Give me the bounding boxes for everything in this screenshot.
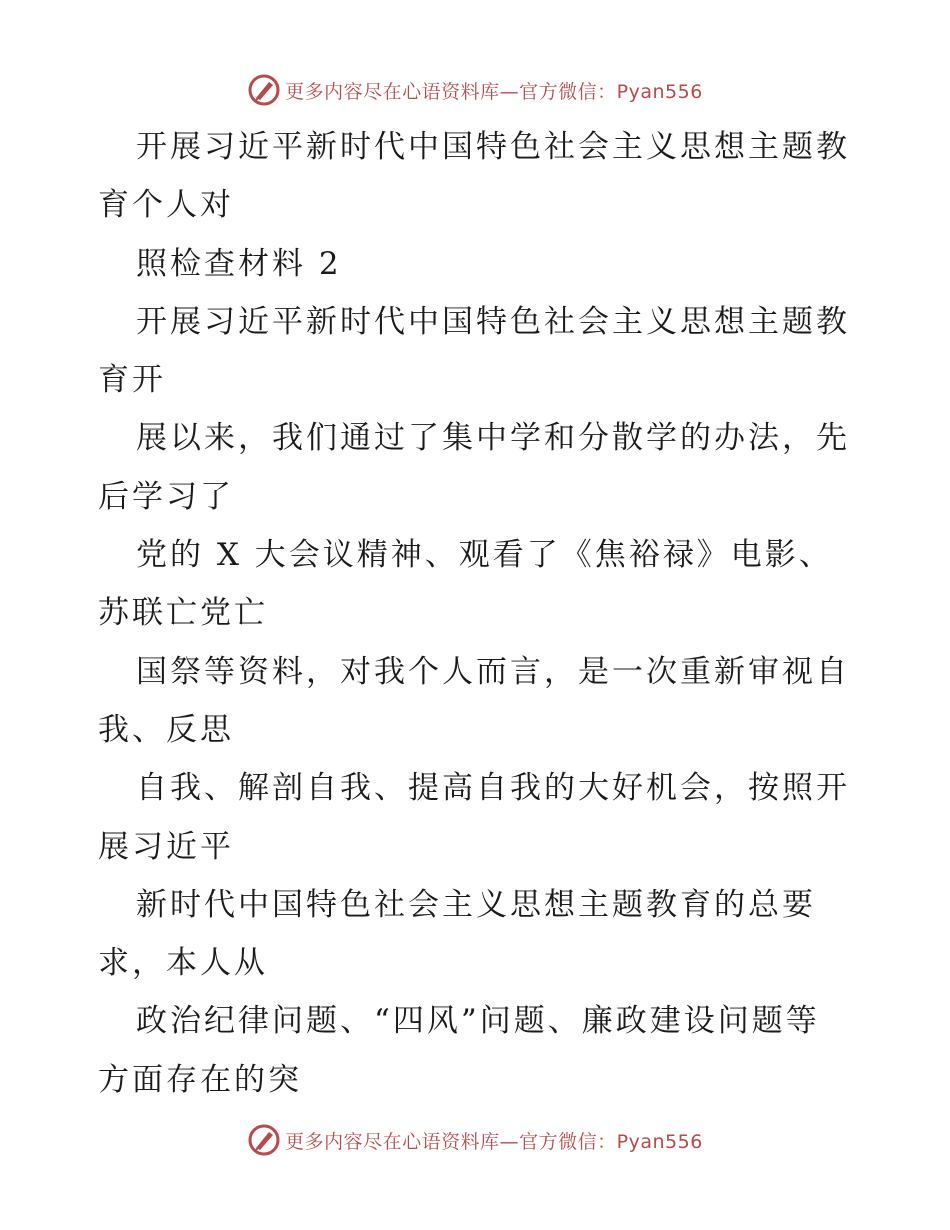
footer-banner-text: 更多内容尽在心语资料库—官方微信：Pyan556 bbox=[285, 1130, 703, 1153]
body-line: 后学习了 bbox=[98, 478, 234, 515]
body-line: 展习近平 bbox=[98, 828, 234, 865]
header-banner bbox=[0, 70, 950, 110]
body-line: 自我、解剖自我、提高自我的大好机会，按照开 bbox=[136, 770, 850, 807]
document-body bbox=[98, 118, 858, 1109]
body-line: 求，本人从 bbox=[98, 945, 268, 982]
header-banner-text: 更多内容尽在心语资料库—官方微信：Pyan556 bbox=[285, 80, 703, 103]
body-line: 苏联亡党亡 bbox=[98, 595, 268, 632]
quill-logo-icon bbox=[247, 73, 281, 107]
footer-banner bbox=[0, 1120, 950, 1160]
body-line: 方面存在的突 bbox=[98, 1061, 302, 1098]
body-line: 开展习近平新时代中国特色社会主义思想主题教 bbox=[136, 303, 850, 340]
body-line: 照检查材料 2 bbox=[136, 245, 342, 282]
body-line: 政治纪律问题、“四风”问题、廉政建设问题等 bbox=[136, 1003, 820, 1040]
body-line: 育个人对 bbox=[98, 187, 234, 224]
body-line: 我、反思 bbox=[98, 711, 234, 748]
body-line: 育开 bbox=[98, 362, 166, 399]
body-line: 国祭等资料，对我个人而言，是一次重新审视自 bbox=[136, 653, 850, 690]
body-line: 开展习近平新时代中国特色社会主义思想主题教 bbox=[136, 129, 850, 165]
quill-logo-icon bbox=[247, 1123, 281, 1157]
body-line: 党的 X 大会议精神、观看了《焦裕禄》电影、 bbox=[136, 537, 833, 574]
body-line: 新时代中国特色社会主义思想主题教育的总要 bbox=[136, 886, 816, 923]
body-line: 展以来，我们通过了集中学和分散学的办法，先 bbox=[136, 420, 850, 457]
